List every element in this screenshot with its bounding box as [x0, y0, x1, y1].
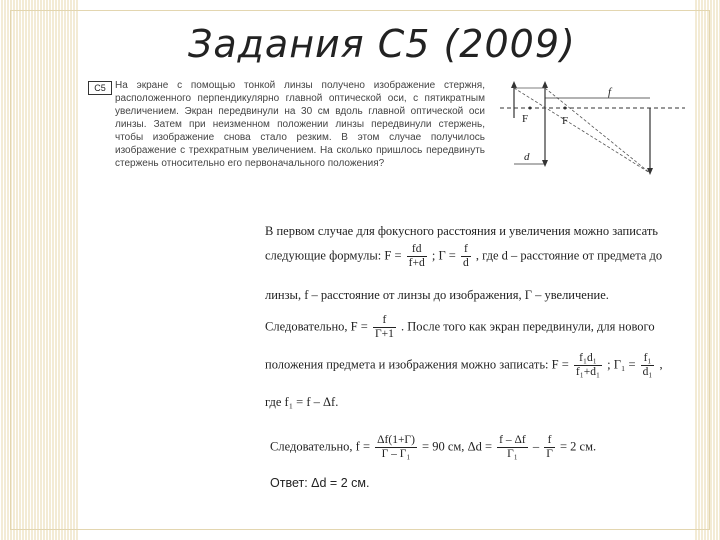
label-f: f: [608, 86, 612, 98]
formula-F3-numerator: f₁d₁: [574, 352, 602, 366]
answer: Ответ: Δd = 2 см.: [270, 476, 370, 490]
line4-suffix: . После того как экран передвинули, для нового: [400, 319, 655, 334]
formula-deltad-denominator-1: Г₁: [507, 448, 518, 460]
formula-separator-2: ;: [607, 357, 611, 372]
formula-G3-lhs: Г₁ =: [613, 357, 636, 372]
formula-G1-fraction: [461, 243, 471, 270]
formula-deltad-result: = 2 см.: [560, 439, 597, 454]
formula-f4-fraction: [375, 434, 417, 461]
label-d: d: [524, 151, 530, 163]
formula-G3-fraction: [641, 352, 655, 379]
line4-prefix: Следовательно,: [265, 319, 348, 334]
formula-F2-lhs: F =: [350, 319, 368, 334]
formula-G1-lhs: Г =: [438, 248, 456, 263]
ray-through-center: [514, 88, 650, 173]
line2-suffix: , где d – расстояние от предмета до: [475, 248, 663, 263]
formula-F1-fraction: [407, 243, 427, 270]
lens-top-arrow: [542, 81, 548, 88]
solution-line-7: [270, 434, 596, 461]
formula-F1-numerator: fd: [407, 243, 427, 257]
formula-deltad-fraction-1: [497, 434, 528, 461]
formula-separator-1: ;: [431, 248, 436, 263]
solution-line-1: В первом случае для фокусного расстояния и увеличения можно записать: [265, 224, 659, 238]
solution-line-2: [265, 243, 662, 270]
formula-F3-fraction: [574, 352, 602, 379]
formula-F2-denominator: Г+1: [374, 328, 394, 340]
focus-point-right: [564, 107, 567, 110]
formula-deltad-denominator-2: Г: [546, 448, 553, 460]
formula-deltad-numerator-2: f: [544, 434, 555, 448]
formula-deltad-lhs: Δd =: [467, 439, 493, 454]
ray-refracted: [545, 88, 650, 173]
formula-G1-denominator: d: [462, 257, 469, 269]
solution-line-6: где f₁ = f – Δf.: [265, 395, 339, 409]
lens-bottom-arrow: [542, 160, 548, 167]
formula-separator-3: ,: [659, 357, 663, 372]
formula-F2-fraction: [373, 314, 396, 341]
formula-F1-denominator: f+d: [408, 257, 425, 269]
problem-badge: С5: [88, 81, 112, 95]
problem-text: На экране с помощью тонкой линзы получено изображение стержня, расположенного перпендикулярно главной оптической оси, с пятикратным увеличением. Экран передвинули на 30 см вдоль главной оптической оси линзы. Затем при неизменном положении линзы передвинули стержень, чтобы изображение снова стало резким. В этом случае получилось изображение с трехкратным увеличением. На сколько пришлось передвинуть стержень относительно его первоначального положения?: [115, 80, 485, 169]
formula-deltad-minus: –: [532, 439, 540, 454]
formula-deltad-fraction-2: [544, 434, 555, 461]
formula-f4-numerator: Δf(1+Г): [377, 434, 415, 446]
formula-F1-lhs: F =: [384, 248, 402, 263]
line5-prefix: положения предмета и изображения можно записать:: [265, 357, 549, 372]
slide-title: Задания С5 (2009): [188, 22, 576, 66]
lens-diagram: [500, 78, 685, 193]
formula-deltad-numerator-1: f – Δf: [499, 434, 526, 446]
label-F-right: F: [562, 115, 569, 127]
label-F-left: F: [522, 113, 529, 125]
object-arrowhead: [511, 81, 517, 88]
formula-F3-lhs: F =: [551, 357, 569, 372]
line7-prefix: Следовательно,: [270, 439, 353, 454]
solution-line-4: [265, 314, 655, 341]
focus-point-left: [529, 107, 532, 110]
formula-F2-numerator: f: [373, 314, 396, 328]
solution-line-5: [265, 352, 663, 379]
solution-line-3: линзы, f – расстояние от линзы до изображения, Г – увеличение.: [265, 288, 609, 302]
formula-f4-lhs: f =: [355, 439, 371, 454]
formula-G1-numerator: f: [461, 243, 471, 257]
formula-G3-numerator: f₁: [641, 352, 655, 366]
formula-f4-denominator: Г – Г₁: [381, 448, 411, 460]
line2-prefix: следующие формулы:: [265, 248, 382, 263]
formula-f4-result: = 90 см,: [422, 439, 465, 454]
formula-G3-denominator: d₁: [642, 366, 653, 378]
formula-F3-denominator: f₁+d₁: [575, 366, 600, 378]
